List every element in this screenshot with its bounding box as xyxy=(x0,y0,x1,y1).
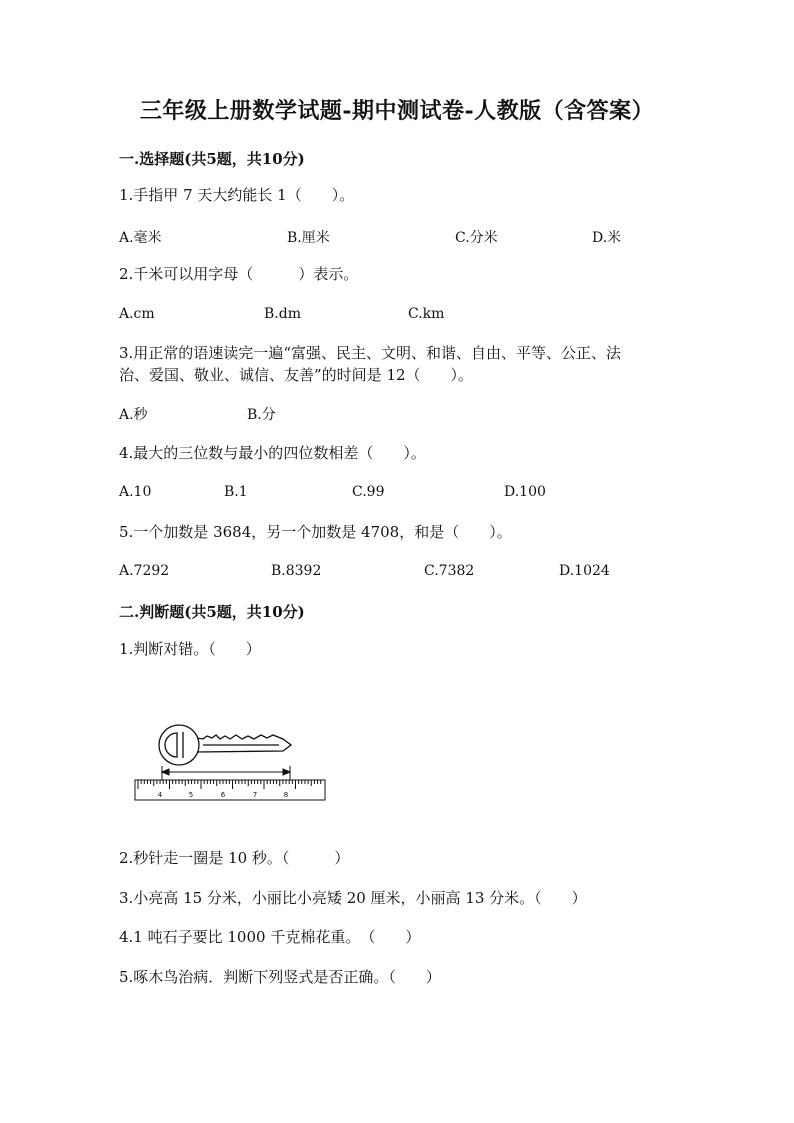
option: D.100 xyxy=(504,484,546,500)
question-text: 4.最大的三位数与最小的四位数相差（ ）。 xyxy=(119,444,426,462)
question-text: 1.判断对错。（ ） xyxy=(119,640,261,658)
option: B.8392 xyxy=(271,563,322,579)
option: A.秒 xyxy=(119,407,148,423)
section-heading-judgement: 二.判断题(共5题，共10分) xyxy=(119,603,305,621)
option-row xyxy=(119,563,679,583)
question-text: 2.千米可以用字母（ ）表示。 xyxy=(119,265,359,283)
ruler-label: 7 xyxy=(252,791,258,799)
section-heading-choice: 一.选择题(共5题，共10分) xyxy=(119,150,305,168)
measure-arrows xyxy=(162,766,290,780)
option: B.分 xyxy=(247,407,276,423)
option-row xyxy=(119,484,679,504)
option: A.cm xyxy=(119,306,155,322)
option: C.km xyxy=(408,306,445,322)
option-row xyxy=(119,227,679,247)
ruler-labels xyxy=(158,791,288,799)
ruler-label: 6 xyxy=(220,791,226,799)
option: C.分米 xyxy=(455,230,498,246)
question-text: 5.一个加数是 3684，另一个加数是 4708，和是（ ）。 xyxy=(119,523,512,541)
option: C.7382 xyxy=(424,563,475,579)
option: A.10 xyxy=(119,484,152,500)
option: B.1 xyxy=(224,484,248,500)
question-text: 4.1 吨石子要比 1000 千克棉花重。 （ ） xyxy=(119,928,421,946)
ruler-label: 8 xyxy=(283,791,289,799)
question-text-line1: 3.用正常的语速读完一遍“富强、民主、文明、和谐、自由、平等、公正、法 xyxy=(119,344,621,362)
question-text: 5.啄木鸟治病．判断下列竖式是否正确。（ ） xyxy=(119,968,441,986)
option: C.99 xyxy=(352,484,385,500)
question-text: 1.手指甲 7 天大约能长 1（ ）。 xyxy=(119,186,355,204)
ruler-label: 5 xyxy=(188,791,194,799)
question-text-line2: 治、爱国、敬业、诚信、友善”的时间是 12（ ）。 xyxy=(119,366,474,384)
ruler xyxy=(135,780,325,800)
ruler-label: 4 xyxy=(157,791,163,799)
option: D.米 xyxy=(592,230,622,246)
page-title: 三年级上册数学试题-期中测试卷-人教版（含答案） xyxy=(139,98,655,124)
question-text: 2.秒针走一圈是 10 秒。（ ） xyxy=(119,849,350,867)
option-row xyxy=(119,404,679,424)
option: B.dm xyxy=(264,306,301,322)
option: A.7292 xyxy=(119,563,170,579)
question-text: 3.小亮高 15 分米，小丽比小亮矮 20 厘米，小丽高 13 分米。（ ） xyxy=(119,889,587,907)
option: B.厘米 xyxy=(287,230,330,246)
option: A.毫米 xyxy=(119,230,162,246)
option: D.1024 xyxy=(559,563,610,579)
key-icon xyxy=(159,725,291,765)
option-row xyxy=(119,306,679,326)
key-ruler-illustration xyxy=(133,718,333,806)
